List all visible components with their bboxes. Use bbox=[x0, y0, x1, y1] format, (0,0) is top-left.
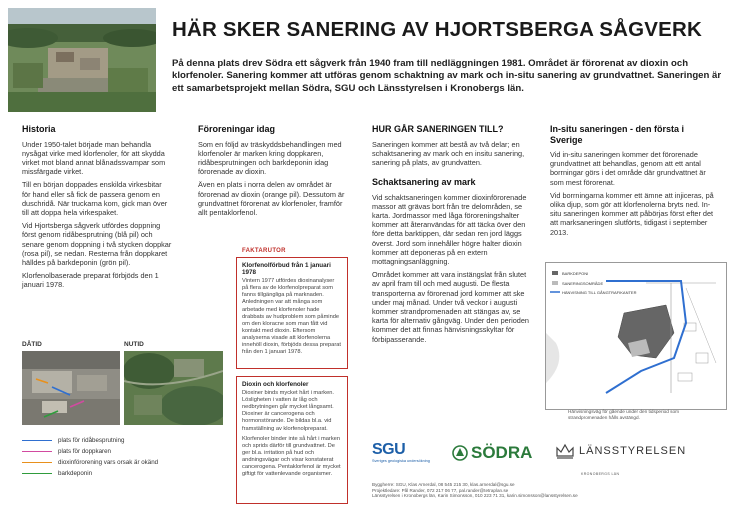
insitu-paragraph: Vid in-situ saneringen kommer det förorenade grundvattnet att behandlas, genom att ett antal borrningar görs i det område där grundvattnet är som mest förorenat. bbox=[550, 150, 706, 187]
insitu-paragraph: Vid borrningarna kommer ett ämne att injiceras, på olika djup, som gör att klorfenolerna bryts ned. In-situ saneringen kommer att påbörjas först efter det att marksaneringen slutförts, tidigast i september 2013. bbox=[550, 190, 714, 237]
sodra-logo bbox=[452, 443, 532, 463]
map-legend-swatch bbox=[552, 271, 558, 275]
legend-swatch bbox=[22, 440, 52, 441]
pollution-heading: Föroreningar idag bbox=[198, 124, 276, 134]
fact-box-dioxin bbox=[236, 376, 348, 504]
legend-swatch bbox=[22, 462, 52, 463]
page-title: HÄR SKER SANERING AV HJORTSBERGA SÅGVERK bbox=[172, 18, 703, 41]
excavation-paragraph: Vid schaktsaneringen kommer dioxinförorenade massor att grävas bort från tre delområden, se karta. Jordmassor med låga föroreningshalter kommer att återanvändas för att täcka över den före detta barktippen, där sedan ren jord läggs överst. Jord som innehåller högre halter dioxin kommer att deponeras på en extern mottagningsanläggning. bbox=[372, 192, 527, 267]
remediation-paragraph: Saneringen kommer att bestå av två delar; en schaktsanering av mark och en insitu sanering, sanering på plats, av grundvatten. bbox=[372, 139, 525, 167]
legend-swatch bbox=[22, 451, 52, 452]
arrow-legend bbox=[22, 435, 222, 479]
fact-box-text: Dioxiner binds mycket hårt i marken. Lösligheten i vatten är låg och nedbrytningen går mycket långsamt. Dioxiner är cancerogena och hormonstörande. De bildas bl.a. vid framställning av klorfenolpreparat. bbox=[242, 390, 334, 432]
fact-box-text: Vintern 1977 utfördes dioxinanalyser på flera av de klorfenolpreparat som fanns tillgängliga på marknaden. Anledningen var att många som arbetade med klorfenoler hade drabbats av hudproblem som påminde om den kloracne som man fått vid kontakt med dioxin. Eftersom analyserna visade att klorfenolerna innehöll dioxin, förbjöds dessa preparat från den 1 januari 1978. bbox=[242, 278, 341, 356]
map-legend-label: HÄNVISNING TILL GÅNGTRAFIKANTER bbox=[562, 290, 637, 295]
map-caption: Hänvisningsväg för gående under den tidsperiod som strandpromenaden hålls avstängd. bbox=[568, 409, 680, 420]
history-paragraph: Klorfenolbaserade preparat förbjöds den 1 januari 1978. bbox=[22, 271, 159, 290]
map-legend-swatch bbox=[552, 281, 558, 285]
legend-label: dioxinförorening vars orsak är okänd bbox=[58, 459, 159, 466]
fact-box-title: Dioxin och klorfenoler bbox=[242, 381, 309, 388]
datid-label: DÅTID bbox=[22, 341, 42, 348]
footer-line: Projektledare: Pål Rander, 072 217 06 77, pal.rander@tetraplan.se bbox=[372, 487, 509, 493]
sgu-logo bbox=[372, 441, 430, 463]
map-legend-label: BARKDEPONI bbox=[562, 271, 589, 276]
legend-item bbox=[22, 435, 222, 446]
lansstyrelsen-logo bbox=[555, 442, 686, 460]
present-aerial-image bbox=[124, 351, 223, 425]
aerial-photo bbox=[8, 8, 156, 112]
lansstyrelsen-logo-subtext-wrap bbox=[555, 462, 619, 480]
pollution-paragraph: Även en plats i norra delen av området är förorenad av dioxin (orange pil). Dessutom är grundvattnet förorenat av klorfenoler, framför allt pentaklorfenol. bbox=[198, 180, 345, 217]
insitu-column bbox=[550, 124, 718, 241]
legend-label: barkdeponin bbox=[58, 470, 93, 477]
history-paragraph: Under 1950-talet började man behandla nysågat virke med klorfenoler, för att skydda virket mot bland annat blånadssvampar som missfärgade virket. bbox=[22, 139, 166, 177]
footer-line: Byggherre: SGU, Klas Arnerdal, 08 545 215 30, klas.arnerdal@sgu.se bbox=[372, 482, 515, 487]
remediation-column bbox=[372, 124, 532, 348]
excavation-paragraph: Området kommer att vara instängslat från slutet av april fram till och med augusti. De flesta transporterna av förorenad jord kommer att ske under maj månad. Under två veckor i augusti kommer strandpromenaden att stängas av, se karta för alternativ gångväg. Under den perioden kommer det att finnas hänvisningsskyltar för förbipasserande. bbox=[372, 270, 529, 344]
crown-emblem-icon bbox=[555, 442, 575, 460]
lansstyrelsen-logo-subtext: KRONOBERGS LÄN bbox=[581, 472, 620, 476]
legend-swatch bbox=[22, 473, 52, 474]
site-map bbox=[545, 262, 727, 410]
remediation-heading: HUR GÅR SANERINGEN TILL? bbox=[372, 124, 504, 134]
contact-footer bbox=[372, 482, 722, 499]
map-legend-label: SANERINGSOMRÅDE bbox=[562, 281, 604, 286]
history-heading: Historia bbox=[22, 124, 56, 134]
pollution-paragraph: Som en följd av träskyddsbehandlingen med klorfenoler är marken kring doppkaren, ridåbesprutningen och barkdeponin idag förorenade av dioxin. bbox=[198, 139, 342, 177]
pollution-column bbox=[198, 124, 348, 221]
sgu-logo-text: SGU bbox=[372, 441, 406, 458]
historic-aerial-image bbox=[22, 351, 120, 425]
sodra-logo-text: SÖDRA bbox=[471, 443, 533, 462]
history-paragraph: Till en början doppades enskilda virkesbitar för hand eller så fick de passera genom en duschridå. När truckarna kom, gick man över till att doppa hela virkespaket. bbox=[22, 180, 168, 217]
fact-box-title: Klorfenolförbud från 1 januari 1978 bbox=[242, 262, 331, 277]
legend-label: plats för doppkaren bbox=[58, 448, 111, 455]
sodra-emblem-icon bbox=[452, 445, 468, 461]
insitu-heading: In-situ saneringen - den första i Sverige bbox=[550, 124, 685, 145]
history-paragraph: Vid Hjortsberga sågverk utfördes doppning först genom ridåbesprutning (blå pil) och senare genom doppning i två stycken doppkar (rosa pil), se nedan. Resterna från doppkaret hälldes på barkdeponin (grön pil). bbox=[22, 221, 172, 267]
lansstyrelsen-logo-text: LÄNSSTYRELSEN bbox=[579, 445, 687, 457]
fact-box-ban bbox=[236, 257, 348, 369]
sgu-logo-subtext: Sveriges geologiska undersökning bbox=[372, 459, 430, 463]
legend-item bbox=[22, 457, 222, 468]
legend-item bbox=[22, 446, 222, 457]
intro-text: På denna plats drev Södra ett sågverk från 1940 fram till nedläggningen 1981. Området är förorenat av dioxin och klorfenoler. Sanering kommer att utföras genom schaktning av mark och in-situ sanering av grundvattnet. Saneringen är ett samarbetsprojekt mellan Södra, SGU och Länsstyrelsen i Kronobergs län. bbox=[172, 58, 722, 94]
legend-label: plats för ridåbesprutning bbox=[58, 437, 125, 444]
history-column bbox=[22, 124, 172, 294]
fact-boxes-label: FAKTARUTOR bbox=[242, 248, 286, 254]
fact-box-text: Klorfenoler binder inte så hårt i marken och sprids därför till grundvattnet. De ger bl.a. irritation på hud och andningsvägar och visar konstaterat cancerogena. Pentaklorfenol är mycket giftigt för vattenlevande organismer. bbox=[242, 435, 341, 478]
excavation-heading: Schaktsanering av mark bbox=[372, 177, 476, 188]
legend-item bbox=[22, 468, 222, 479]
nutid-label: NUTID bbox=[124, 341, 144, 348]
footer-line: Länsstyrelsen i Kronobergs län, Karin Simonsson, 010 223 71 31, karin.simonsson@lansstyrelsen.se bbox=[372, 493, 578, 499]
